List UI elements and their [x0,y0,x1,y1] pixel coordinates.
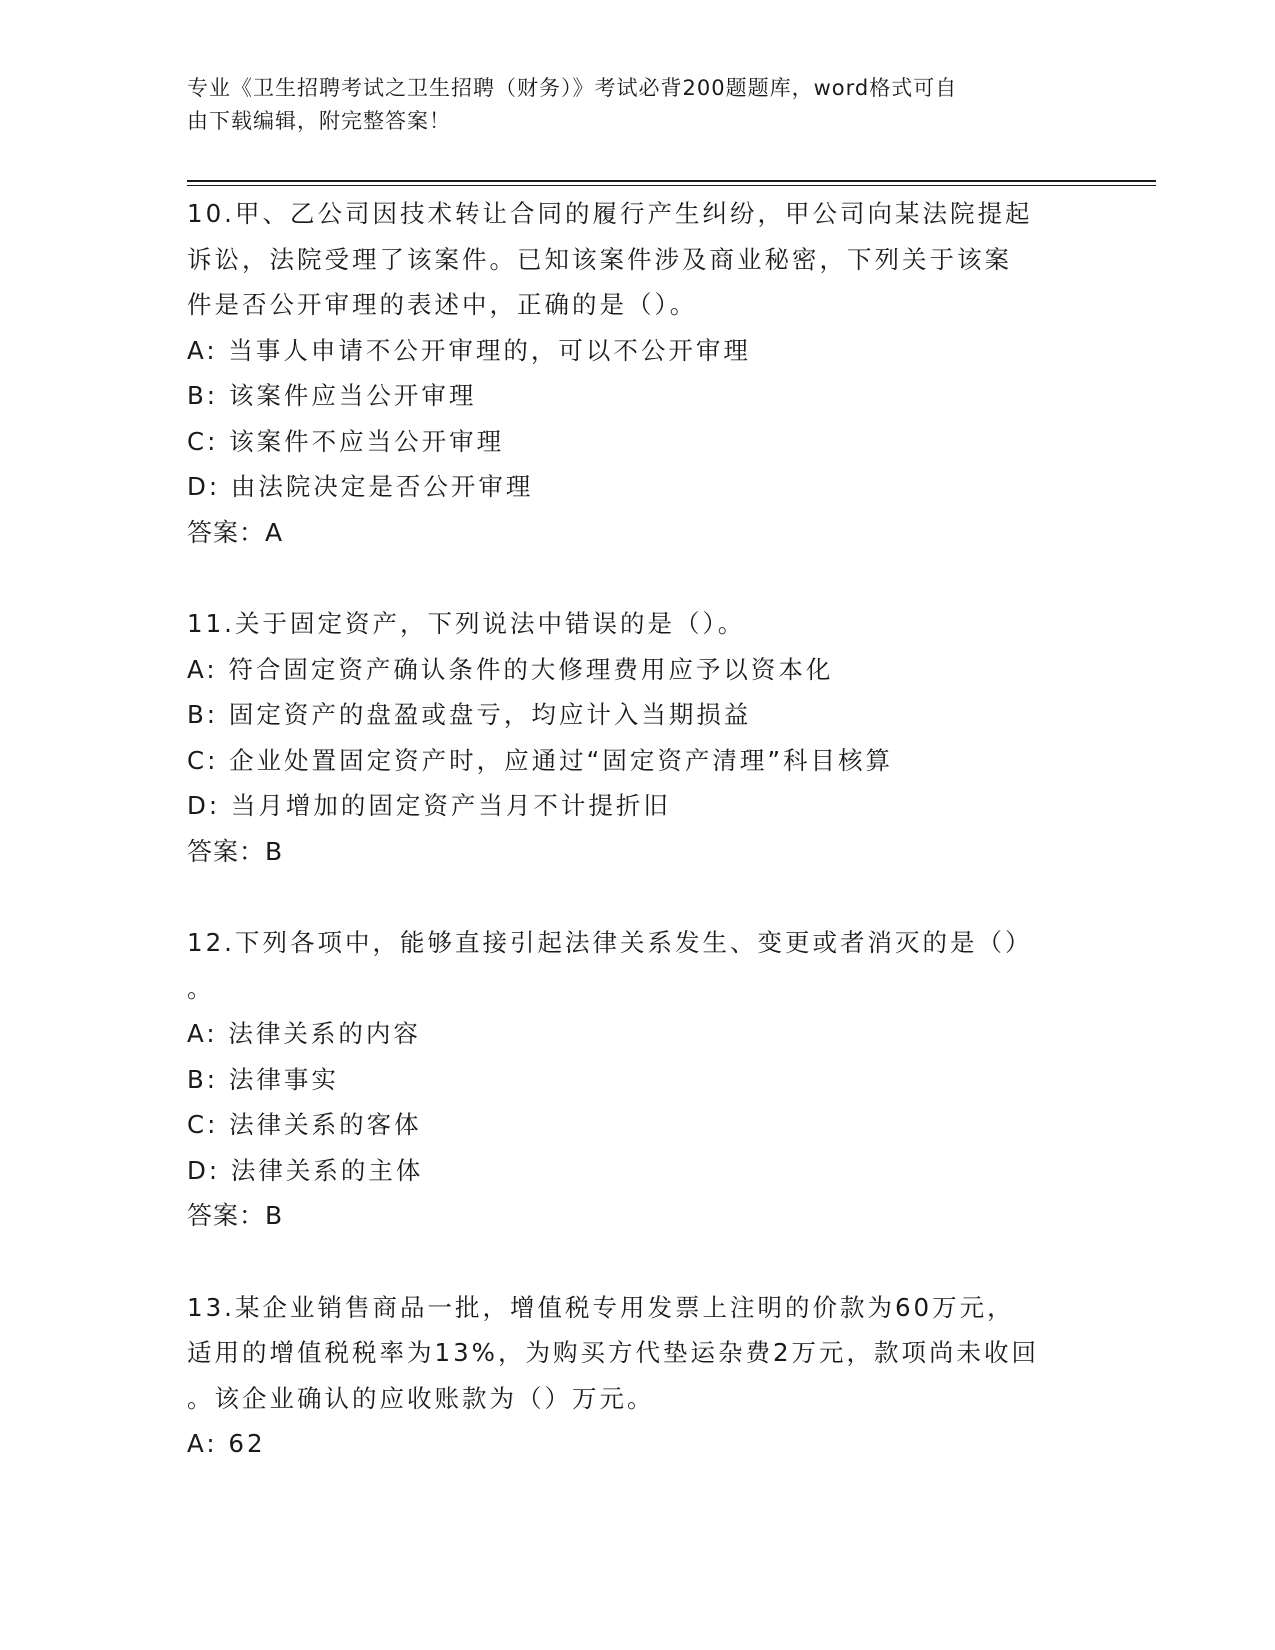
answer-line: 答案：B [187,836,284,866]
question-11 [187,601,1087,874]
question-stem-line: 。该企业确认的应收账款为（）万元。 [187,1383,655,1413]
header-line-1: 专业《卫生招聘考试之卫生招聘（财务）》考试必背200题题库，word格式可自 [187,76,958,100]
header-line-2: 由下载编辑，附完整答案！ [187,109,451,133]
option-d: D: 当月增加的固定资产当月不计提折旧 [187,791,671,820]
question-13 [187,1285,1087,1467]
header-divider-thick [187,180,1156,182]
question-stem-line: 。 [187,973,215,1003]
answer-line: 答案：B [187,1201,284,1230]
option-d: D: 法律关系的主体 [187,1155,424,1185]
option-b: B: 法律事实 [187,1064,339,1094]
question-stem-line: 件是否公开审理的表述中，正确的是（）。 [187,290,698,319]
answer-line: 答案：A [187,517,284,547]
question-stem-line: 10.甲、乙公司因技术转让合同的履行产生纠纷，甲公司向某法院提起 [187,199,1033,228]
question-stem-line: 12.下列各项中，能够直接引起法律关系发生、变更或者消灭的是（） [187,928,1033,957]
option-a: A: 当事人申请不公开审理的，可以不公开审理 [187,335,751,365]
option-a: A: 62 [187,1429,266,1458]
option-a: A: 符合固定资产确认条件的大修理费用应予以资本化 [187,654,834,684]
option-c: C: 企业处置固定资产时，应通过“固定资产清理”科目核算 [187,745,894,775]
question-12 [187,920,1087,1239]
question-list [187,191,1087,1513]
option-c: C: 该案件不应当公开审理 [187,426,505,456]
header-divider-thin [187,185,1156,186]
question-stem-line: 诉讼，法院受理了该案件。已知该案件涉及商业秘密，下列关于该案 [187,244,1012,274]
question-stem-line: 13.某企业销售商品一批，增值税专用发票上注明的价款为60万元， [187,1292,1015,1322]
option-c: C: 法律关系的客体 [187,1110,422,1139]
document-header [187,72,1087,138]
question-stem-line: 适用的增值税税率为13%，为购买方代垫运杂费2万元，款项尚未收回 [187,1338,1040,1367]
option-a: A: 法律关系的内容 [187,1019,421,1048]
question-stem-line: 11.关于固定资产，下列说法中错误的是（）。 [187,609,746,638]
option-b: B: 该案件应当公开审理 [187,381,477,410]
option-d: D: 由法院决定是否公开审理 [187,472,534,501]
question-10 [187,191,1087,555]
option-b: B: 固定资产的盘盈或盘亏，均应计入当期损益 [187,700,752,729]
